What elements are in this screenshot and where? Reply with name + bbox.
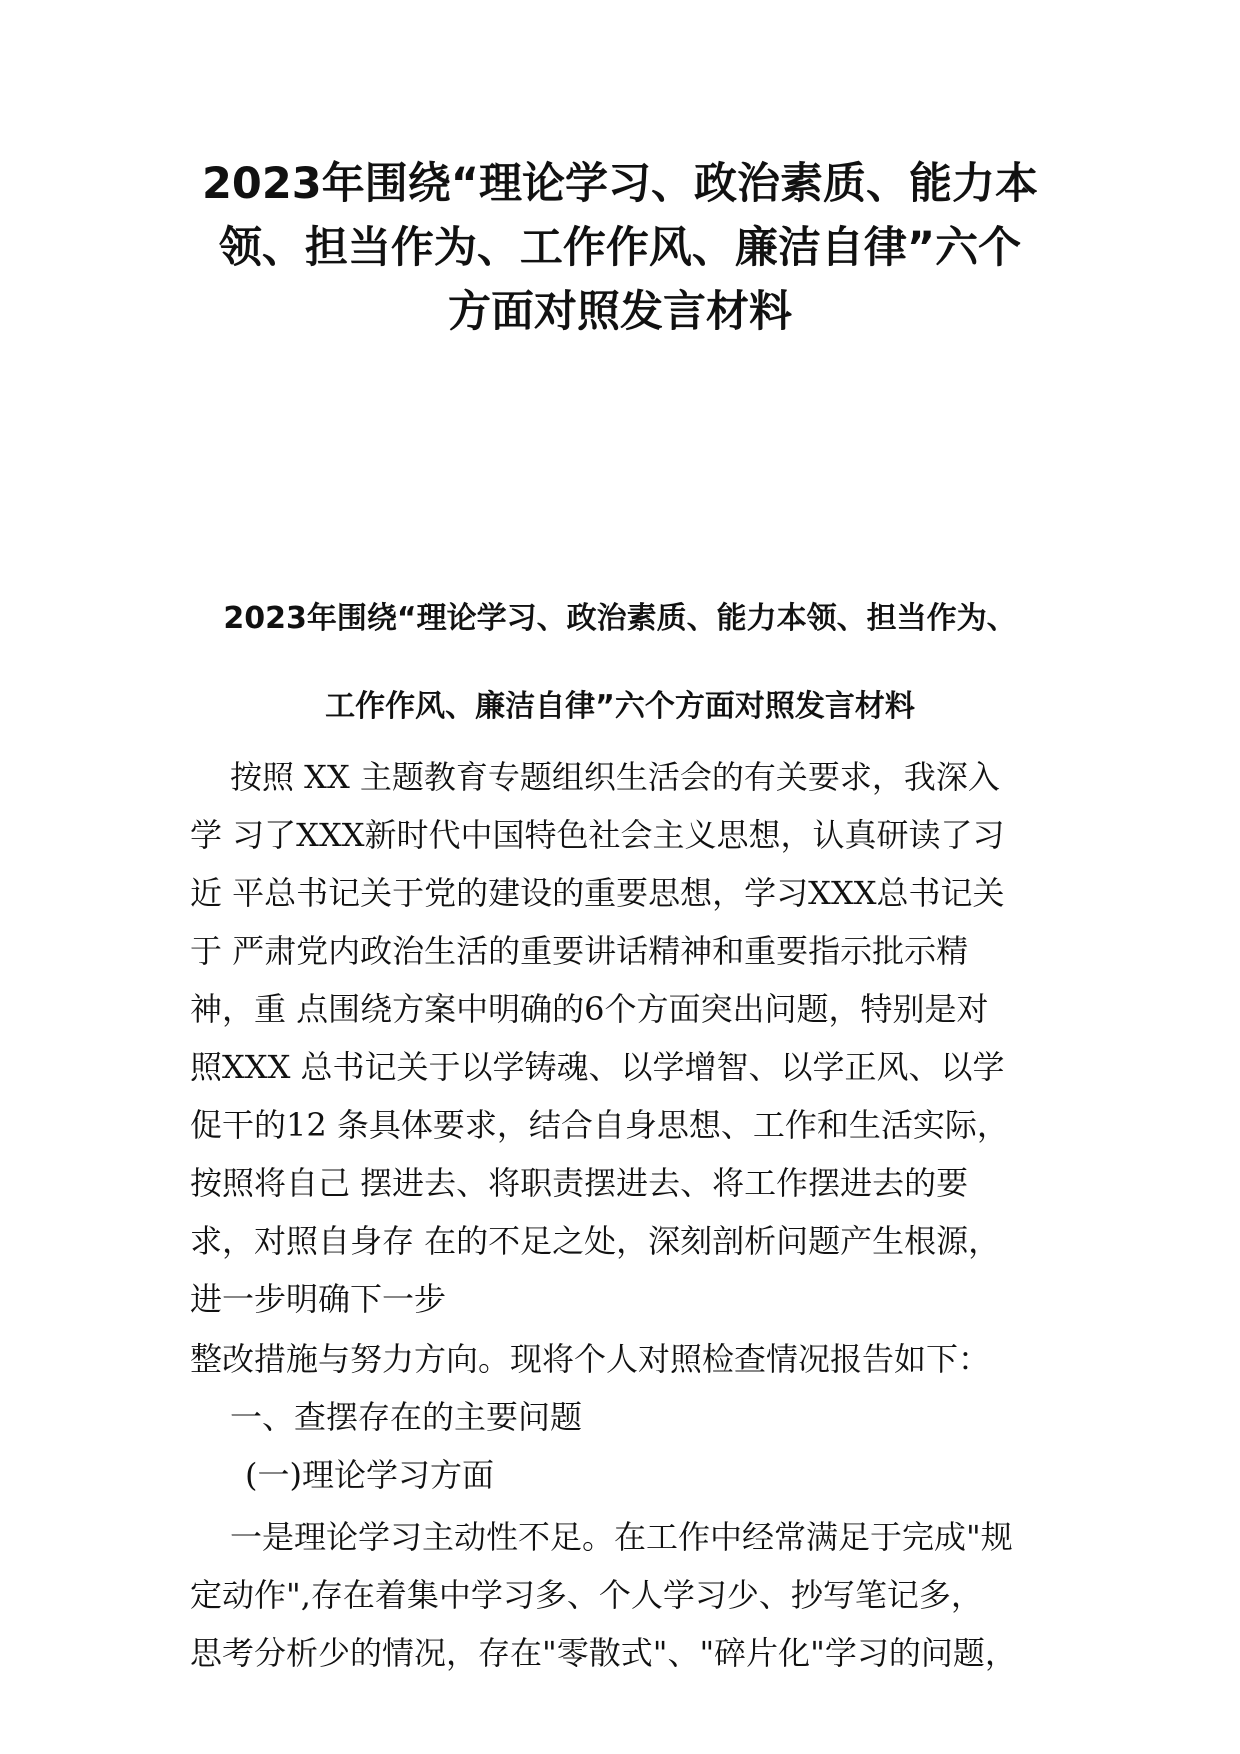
document-subtitle <box>180 596 1060 730</box>
paragraph-line: 促干的12 条具体要求，结合自身思想、工作和生活实际， <box>190 1106 1009 1144</box>
paragraph-line: 照XXX 总书记关于以学铸魂、以学增智、以学正风、以学 <box>190 1048 1005 1086</box>
subsection-heading-text: (一)理论学习方面 <box>245 1456 494 1494</box>
title-line: 方面对照发言材料 <box>448 287 792 337</box>
intro-paragraph <box>190 748 1050 1328</box>
paragraph-line: 神，重 点围绕方案中明确的6个方面突出问题，特别是对 <box>190 990 989 1028</box>
paragraph-line: 学 习了XXX新时代中国特色社会主义思想，认真研读了习 <box>190 816 1005 854</box>
paragraph-line: 思考分析少的情况，存在"零散式"、"碎片化"学习的问题， <box>190 1634 1017 1672</box>
paragraph-line: 定动作",存在着集中学习多、个人学习少、抄写笔记多， <box>190 1576 983 1614</box>
title-line: 领、担当作为、工作作风、廉洁自律”六个 <box>218 223 1022 273</box>
paragraph-line: 按照将自己 摆进去、将职责摆进去、将工作摆进去的要 <box>190 1164 969 1202</box>
subtitle-line: 工作作风、廉洁自律”六个方面对照发言材料 <box>325 689 915 724</box>
title-line: 2023年围绕“理论学习、政治素质、能力本 <box>202 159 1038 209</box>
paragraph-line: 整改措施与努力方向。现将个人对照检查情况报告如下： <box>190 1340 991 1378</box>
section-heading-text: 一、查摆存在的主要问题 <box>230 1398 583 1436</box>
paragraph-line: 求，对照自身存 在的不足之处，深刻剖析问题产生根源， <box>190 1222 1001 1260</box>
intro-continuation <box>190 1330 1050 1388</box>
section-heading <box>190 1388 1050 1446</box>
paragraph-line: 进一步明确下一步 <box>190 1280 447 1318</box>
paragraph-line: 一是理论学习主动性不足。在工作中经常满足于完成"规 <box>230 1518 1013 1556</box>
theory-study-paragraph <box>190 1508 1050 1624</box>
paragraph-line: 近 平总书记关于党的建设的重要思想，学习XXX总书记关 <box>190 874 1005 912</box>
paragraph-line: 按照 XX 主题教育专题组织生活会的有关要求，我深入 <box>230 758 1000 796</box>
subsection-heading <box>190 1446 1050 1504</box>
theory-study-continuation <box>190 1624 1050 1682</box>
paragraph-line: 于 严肃党内政治生活的重要讲话精神和重要指示批示精 <box>190 932 969 970</box>
document-title <box>180 152 1060 344</box>
subtitle-line: 2023年围绕“理论学习、政治素质、能力本领、担当作为、 <box>223 601 1017 636</box>
